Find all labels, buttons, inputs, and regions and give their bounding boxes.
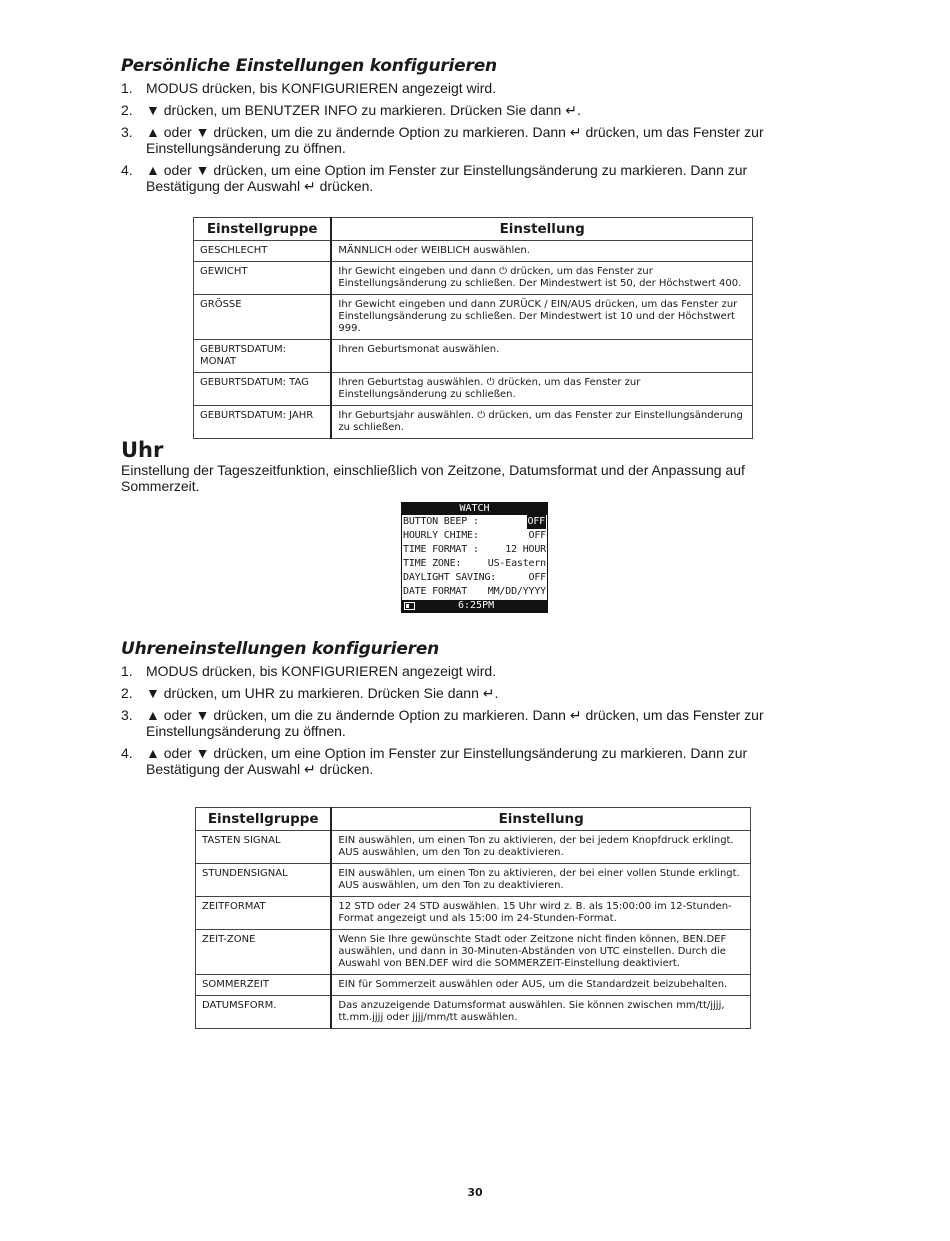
- table-row: [194, 406, 753, 439]
- table-row: [196, 930, 751, 975]
- table-row: [194, 241, 753, 262]
- personal-settings-table: [193, 217, 753, 439]
- table-cell-setting: EIN für Sommerzeit auswählen oder AUS, um die Standardzeit beizubehalten.: [331, 975, 750, 996]
- watch-row-label: DATE FORMAT: [403, 586, 468, 597]
- table-cell-setting: Ihren Geburtsmonat auswählen.: [331, 340, 752, 373]
- step-item: [121, 685, 781, 701]
- table-cell-setting: EIN auswählen, um einen Ton zu aktivieren, der bei einer vollen Stunde erklingt. AUS auswählen, um den Ton zu deaktivieren.: [331, 864, 750, 897]
- step-item: [121, 80, 781, 96]
- uhr-intro: Einstellung der Tageszeitfunktion, einschließlich von Zeitzone, Datumsformat und der Anpassung auf Sommerzeit.: [121, 462, 745, 494]
- watch-time: 6:25PM: [458, 600, 495, 611]
- steps-personal: [121, 80, 781, 200]
- watch-row-value: OFF: [527, 516, 545, 527]
- table-row: [196, 996, 751, 1029]
- step-number: 2.: [121, 102, 133, 118]
- table-cell-group: ZEITFORMAT: [196, 897, 332, 930]
- table-cell-group: GEBURTSDATUM: TAG: [194, 373, 332, 406]
- step-text: ▲ oder ▼ drücken, um die zu ändernde Option zu markieren. Dann ↵ drücken, um das Fenster zur Einstellungsänderung zu öffnen.: [146, 124, 764, 156]
- table-cell-setting: 12 STD oder 24 STD auswählen. 15 Uhr wird z. B. als 15:00:00 im 12-Stunden-Format angezeigt und als 15:00 im 24-Stunden-Format.: [331, 897, 750, 930]
- table-cell-setting: Ihr Gewicht eingeben und dann ⏻ drücken, um das Fenster zur Einstellungsänderung zu schließen. Der Mindestwert ist 50, der Höchstwert 400.: [331, 262, 752, 295]
- table-cell-group: GEWICHT: [194, 262, 332, 295]
- watch-row-label: TIME FORMAT :: [403, 544, 479, 555]
- table-cell-group: STUNDENSIGNAL: [196, 864, 332, 897]
- table-cell-group: GRÖSSE: [194, 295, 332, 340]
- step-number: 1.: [121, 663, 133, 679]
- steps-watch: [121, 663, 781, 783]
- step-item: [121, 124, 781, 156]
- table-cell-setting: Ihren Geburtstag auswählen. ⏻ drücken, um das Fenster zur Einstellungsänderung zu schließen.: [331, 373, 752, 406]
- uhr-heading: Uhr: [121, 438, 164, 462]
- step-item: [121, 707, 781, 739]
- watch-row-label: TIME ZONE:: [403, 558, 462, 569]
- watch-display-row: [402, 585, 547, 599]
- table-header-group: Einstellgruppe: [196, 808, 332, 831]
- table-cell-group: SOMMERZEIT: [196, 975, 332, 996]
- watch-display-row: [402, 557, 547, 571]
- step-item: [121, 162, 781, 194]
- table-row: [196, 864, 751, 897]
- watch-row-value: OFF: [528, 530, 546, 541]
- watch-row-label: HOURLY CHIME:: [403, 530, 479, 541]
- table-cell-group: TASTEN SIGNAL: [196, 831, 332, 864]
- table-row: [194, 340, 753, 373]
- step-text: ▼ drücken, um BENUTZER INFO zu markieren. Drücken Sie dann ↵.: [146, 102, 581, 118]
- table-cell-setting: Wenn Sie Ihre gewünschte Stadt oder Zeitzone nicht finden können, BEN.DEF auswählen, und dann in 30-Minuten-Abständen von UTC einstellen. Durch die Auswahl von BEN.DEF wird die SOMMERZEIT-Einstellung deaktiviert.: [331, 930, 750, 975]
- step-number: 2.: [121, 685, 133, 701]
- battery-icon: [404, 602, 415, 610]
- step-text: ▼ drücken, um UHR zu markieren. Drücken Sie dann ↵.: [146, 685, 499, 701]
- table-header-setting: Einstellung: [331, 808, 750, 831]
- step-text: MODUS drücken, bis KONFIGURIEREN angezeigt wird.: [146, 663, 497, 679]
- page-number: 30: [467, 1186, 483, 1199]
- table-cell-setting: Das anzuzeigende Datumsformat auswählen. Sie können zwischen mm/tt/jjjj, tt.mm.jjjj oder jjjj/mm/tt auswählen.: [331, 996, 750, 1029]
- step-item: [121, 663, 781, 679]
- watch-settings-table: [195, 807, 751, 1029]
- watch-row-label: BUTTON BEEP :: [403, 516, 479, 527]
- step-text: ▲ oder ▼ drücken, um eine Option im Fenster zur Einstellungsänderung zu markieren. Dann zur Bestätigung der Auswahl ↵ drücken.: [146, 162, 748, 194]
- watch-row-value: MM/DD/YYYY: [487, 586, 546, 597]
- table-row: [196, 897, 751, 930]
- table-cell-setting: Ihr Gewicht eingeben und dann ZURÜCK / EIN/AUS drücken, um das Fenster zur Einstellungsänderung zu schließen. Der Mindestwert ist 10 und der Höchstwert 999.: [331, 295, 752, 340]
- table-row: [194, 295, 753, 340]
- table-row: [194, 373, 753, 406]
- table-cell-group: DATUMSFORM.: [196, 996, 332, 1029]
- step-number: 4.: [121, 745, 133, 761]
- watch-display-row: [402, 529, 547, 543]
- watch-row-value: US-Eastern: [487, 558, 546, 569]
- step-number: 3.: [121, 124, 133, 140]
- watch-row-value: OFF: [528, 572, 546, 583]
- step-number: 1.: [121, 80, 133, 96]
- table-header-group: Einstellgruppe: [194, 218, 332, 241]
- watch-row-label: DAYLIGHT SAVING:: [403, 572, 497, 583]
- table-header-row: [194, 218, 753, 241]
- watch-display-row: [402, 571, 547, 585]
- table-cell-group: ZEIT-ZONE: [196, 930, 332, 975]
- table-header-setting: Einstellung: [331, 218, 752, 241]
- step-number: 4.: [121, 162, 133, 178]
- step-item: [121, 745, 781, 777]
- step-item: [121, 102, 781, 118]
- watch-row-value: 12 HOUR: [505, 544, 546, 555]
- watch-display-title: WATCH: [402, 503, 547, 515]
- step-number: 3.: [121, 707, 133, 723]
- table-header-row: [196, 808, 751, 831]
- step-text: MODUS drücken, bis KONFIGURIEREN angezeigt wird.: [146, 80, 497, 96]
- section-heading-watch: Uhreneinstellungen konfigurieren: [121, 639, 440, 659]
- watch-display-row: [402, 515, 547, 529]
- table-row: [196, 975, 751, 996]
- table-cell-group: GEBURTSDATUM: JAHR: [194, 406, 332, 439]
- table-cell-setting: MÄNNLICH oder WEIBLICH auswählen.: [331, 241, 752, 262]
- table-cell-group: GESCHLECHT: [194, 241, 332, 262]
- table-row: [194, 262, 753, 295]
- section-heading-personal: Persönliche Einstellungen konfigurieren: [121, 56, 497, 76]
- table-cell-setting: Ihr Geburtsjahr auswählen. ⏻ drücken, um das Fenster zur Einstellungsänderung zu schließen.: [331, 406, 752, 439]
- watch-display-footer: [402, 600, 547, 612]
- table-cell-setting: EIN auswählen, um einen Ton zu aktivieren, der bei jedem Knopfdruck erklingt. AUS auswählen, um den Ton zu deaktivieren.: [331, 831, 750, 864]
- step-text: ▲ oder ▼ drücken, um eine Option im Fenster zur Einstellungsänderung zu markieren. Dann zur Bestätigung der Auswahl ↵ drücken.: [146, 745, 748, 777]
- watch-display-row: [402, 543, 547, 557]
- step-text: ▲ oder ▼ drücken, um die zu ändernde Option zu markieren. Dann ↵ drücken, um das Fenster zur Einstellungsänderung zu öffnen.: [146, 707, 764, 739]
- table-row: [196, 831, 751, 864]
- watch-display: [401, 502, 548, 613]
- table-cell-group: GEBURTSDATUM: MONAT: [194, 340, 332, 373]
